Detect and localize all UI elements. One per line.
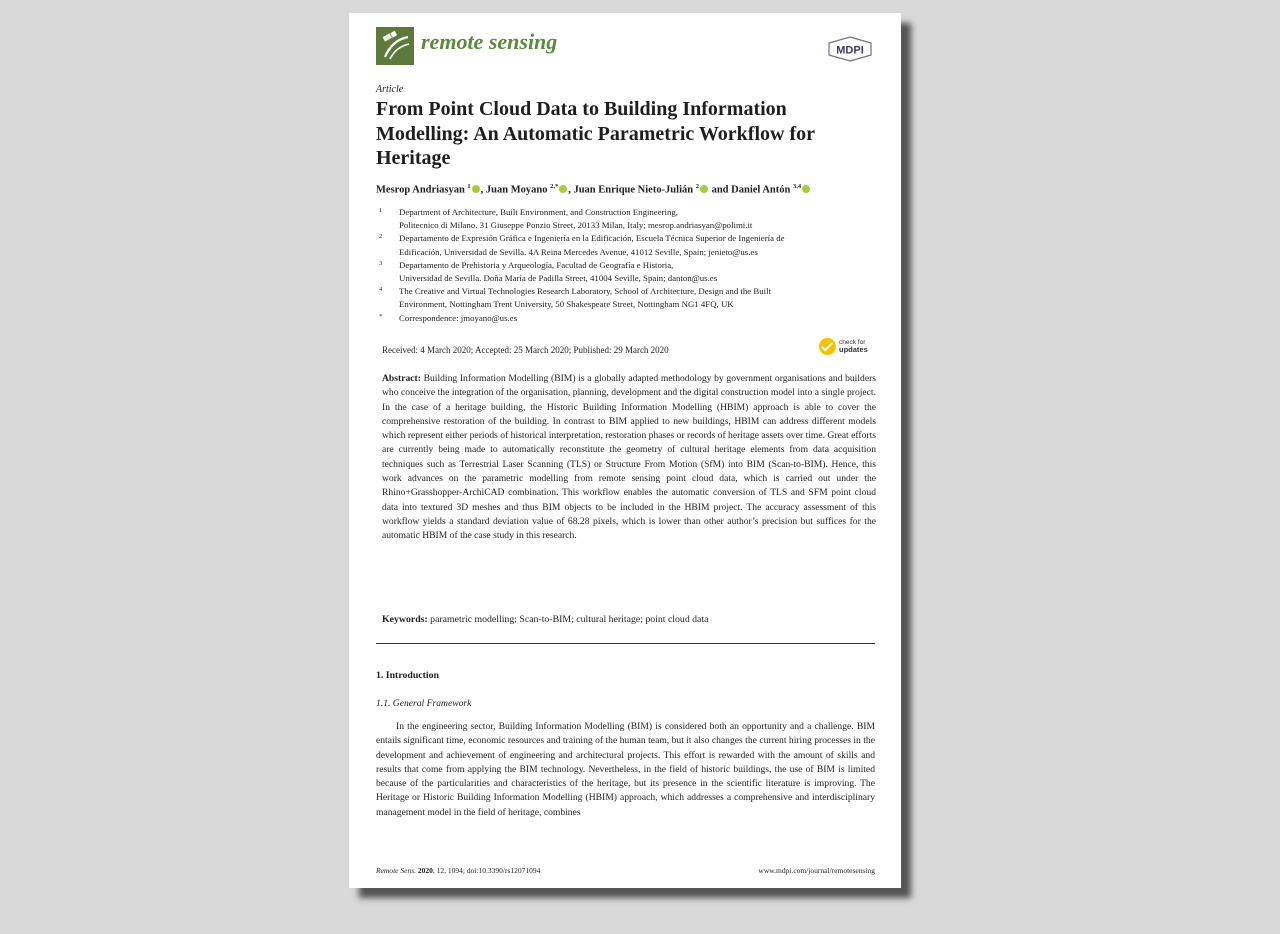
affiliation-item xyxy=(379,312,879,325)
affiliation-item xyxy=(379,285,879,311)
publisher-logo xyxy=(827,36,873,62)
keywords-label: Keywords: xyxy=(382,614,428,625)
satellite-icon xyxy=(376,27,414,65)
footer-url[interactable]: www.mdpi.com/journal/remotesensing xyxy=(758,866,875,875)
body-text xyxy=(376,720,875,820)
affiliation-item xyxy=(379,206,879,232)
footer-citation xyxy=(376,866,540,875)
divider xyxy=(376,643,875,644)
keywords-text: parametric modelling; Scan-to-BIM; cultural heritage; point cloud data xyxy=(430,614,709,625)
affiliations xyxy=(379,206,879,325)
author-affiliation-marker: 3,4 xyxy=(793,183,802,190)
affiliation-number: 2 xyxy=(379,233,383,241)
author-list xyxy=(376,183,811,196)
paper-page xyxy=(349,13,901,888)
affiliation-line: The Creative and Virtual Technologies Research Laboratory, School of Architecture, Design and the Built xyxy=(399,286,771,297)
check-updates-line1: check for xyxy=(839,338,866,346)
author-affiliation-marker: 2,* xyxy=(550,183,559,190)
footer-citation-text: , 12, 1094; doi:10.3390/rs12071094 xyxy=(432,866,541,875)
keywords xyxy=(382,614,876,625)
section-heading: 1. Introduction xyxy=(376,670,439,681)
affiliation-line: Departamento de Prehistoria y Arqueología, Facultad de Geografía e Historia, xyxy=(399,259,674,270)
affiliation-line: Politecnico di Milano. 31 Giuseppe Ponzio Street, 20133 Milan, Italy; mesrop.andriasyan@polimi.it xyxy=(399,220,753,231)
author-name[interactable]: Juan Moyano xyxy=(485,184,548,196)
affiliation-number: * xyxy=(379,312,383,320)
affiliation-line: Universidad de Sevilla. Doña María de Padilla Street, 41004 Seville, Spain; danton@us.es xyxy=(399,273,718,284)
affiliation-line: Departamento de Expresión Gráfica e Ingeniería en la Edificación, Escuela Técnica Superior de Ingeniería de xyxy=(399,233,785,244)
abstract-label: Abstract: xyxy=(382,373,421,384)
publication-dates: Received: 4 March 2020; Accepted: 25 March 2020; Published: 29 March 2020 xyxy=(382,345,669,355)
author-separator: , xyxy=(480,184,486,196)
affiliation-line: Correspondence: jmoyano@us.es xyxy=(399,312,518,323)
affiliation-line: Department of Architecture, Built Environment, and Construction Engineering, xyxy=(399,207,678,217)
journal-name: remote sensing xyxy=(421,29,558,54)
orcid-icon[interactable] xyxy=(472,185,480,193)
orcid-icon[interactable] xyxy=(559,185,567,193)
affiliation-item xyxy=(379,232,879,258)
affiliation-line: Environment, Nottingham Trent University, 50 Shakespeare Street, Nottingham NG1 4FQ, UK xyxy=(399,299,734,310)
publisher-name: MDPI xyxy=(836,44,864,57)
author-name[interactable]: Juan Enrique Nieto-Julián xyxy=(573,184,694,196)
body-paragraph: In the engineering sector, Building Information Modelling (BIM) is considered both an opportunity and a challenge. BIM entails significant time, economic resources and training of the human team, but it also changes the current hiring processes in the development and achievement of engineering and architectural projects. This effort is rewarded with the amount of skills and results that come from applying the BIM technology. Nevertheless, in the field of historic buildings, the use of BIM is limited because of the particularities and characteristics of the heritage, but its presence in the scientific literature is improving. The Heritage or Historic Building Information Modelling (HBIM) approach, which addresses a comprehensive and interdisciplinary management model in the field of heritage, combines xyxy=(376,721,875,818)
check-for-updates-badge[interactable] xyxy=(819,336,868,356)
abstract-text: Building Information Modelling (BIM) is a globally adapted methodology by government organisations and builders who conceive the integration of the organisation, planning, development and the digital construction model into a single project. In the case of a heritage building, the Historic Building Information Modelling (HBIM) approach is able to cover the comprehensive restoration of the building. In contrast to BIM applied to new buildings, HBIM can address different models which represent either periods of historical interpretation, restoration phases or records of heritage assets over time. Great efforts are currently being made to automatically reconstitute the geometry of cultural heritage elements from data acquisition techniques such as Terrestrial Laser Scanning (TLS) or Structure From Motion (SfM) into BIM (Scan-to-BIM). Hence, this work advances on the parametric modelling from remote sensing point cloud data, which is carried out under the Rhino+Grasshopper-ArchiCAD combination. This workflow enables the automatic conversion of TLS and SFM point cloud data into textured 3D meshes and thus BIM objects to be included in the HBIM project. The accuracy assessment of this workflow yields a standard deviation value of 68.28 pixels, which is lower than other author’s precision but suffices for the automatic HBIM of the case study in this research. xyxy=(382,373,876,542)
affiliation-number: 4 xyxy=(379,286,383,294)
checkmark-icon xyxy=(819,338,836,355)
affiliation-item xyxy=(379,259,879,285)
author-affiliation-marker: 2 xyxy=(695,183,699,190)
affiliation-line: Edificación, Universidad de Sevilla. 4A Reina Mercedes Avenue, 41012 Seville, Spain; jenieto@us.es xyxy=(399,246,758,257)
author-separator: and xyxy=(708,184,732,196)
author-name[interactable]: Daniel Antón xyxy=(731,184,791,196)
author-affiliation-marker: 1 xyxy=(467,183,471,190)
affiliation-number: 3 xyxy=(379,259,383,267)
paper-title: From Point Cloud Data to Building Information Modelling: An Automatic Parametric Workflow for Heritage xyxy=(376,98,815,169)
subsection-heading: 1.1. General Framework xyxy=(376,698,472,709)
check-updates-line2: updates xyxy=(839,344,868,354)
author-separator: , xyxy=(568,184,574,196)
orcid-icon[interactable] xyxy=(700,185,708,193)
orcid-icon[interactable] xyxy=(802,185,810,193)
author-name[interactable]: Mesrop Andriasyan xyxy=(376,184,465,196)
footer-journal-abbrev: Remote Sens. xyxy=(376,866,416,875)
footer-year: 2020 xyxy=(417,866,433,875)
affiliation-number: 1 xyxy=(379,207,383,214)
abstract xyxy=(382,372,876,544)
article-type: Article xyxy=(376,84,404,95)
